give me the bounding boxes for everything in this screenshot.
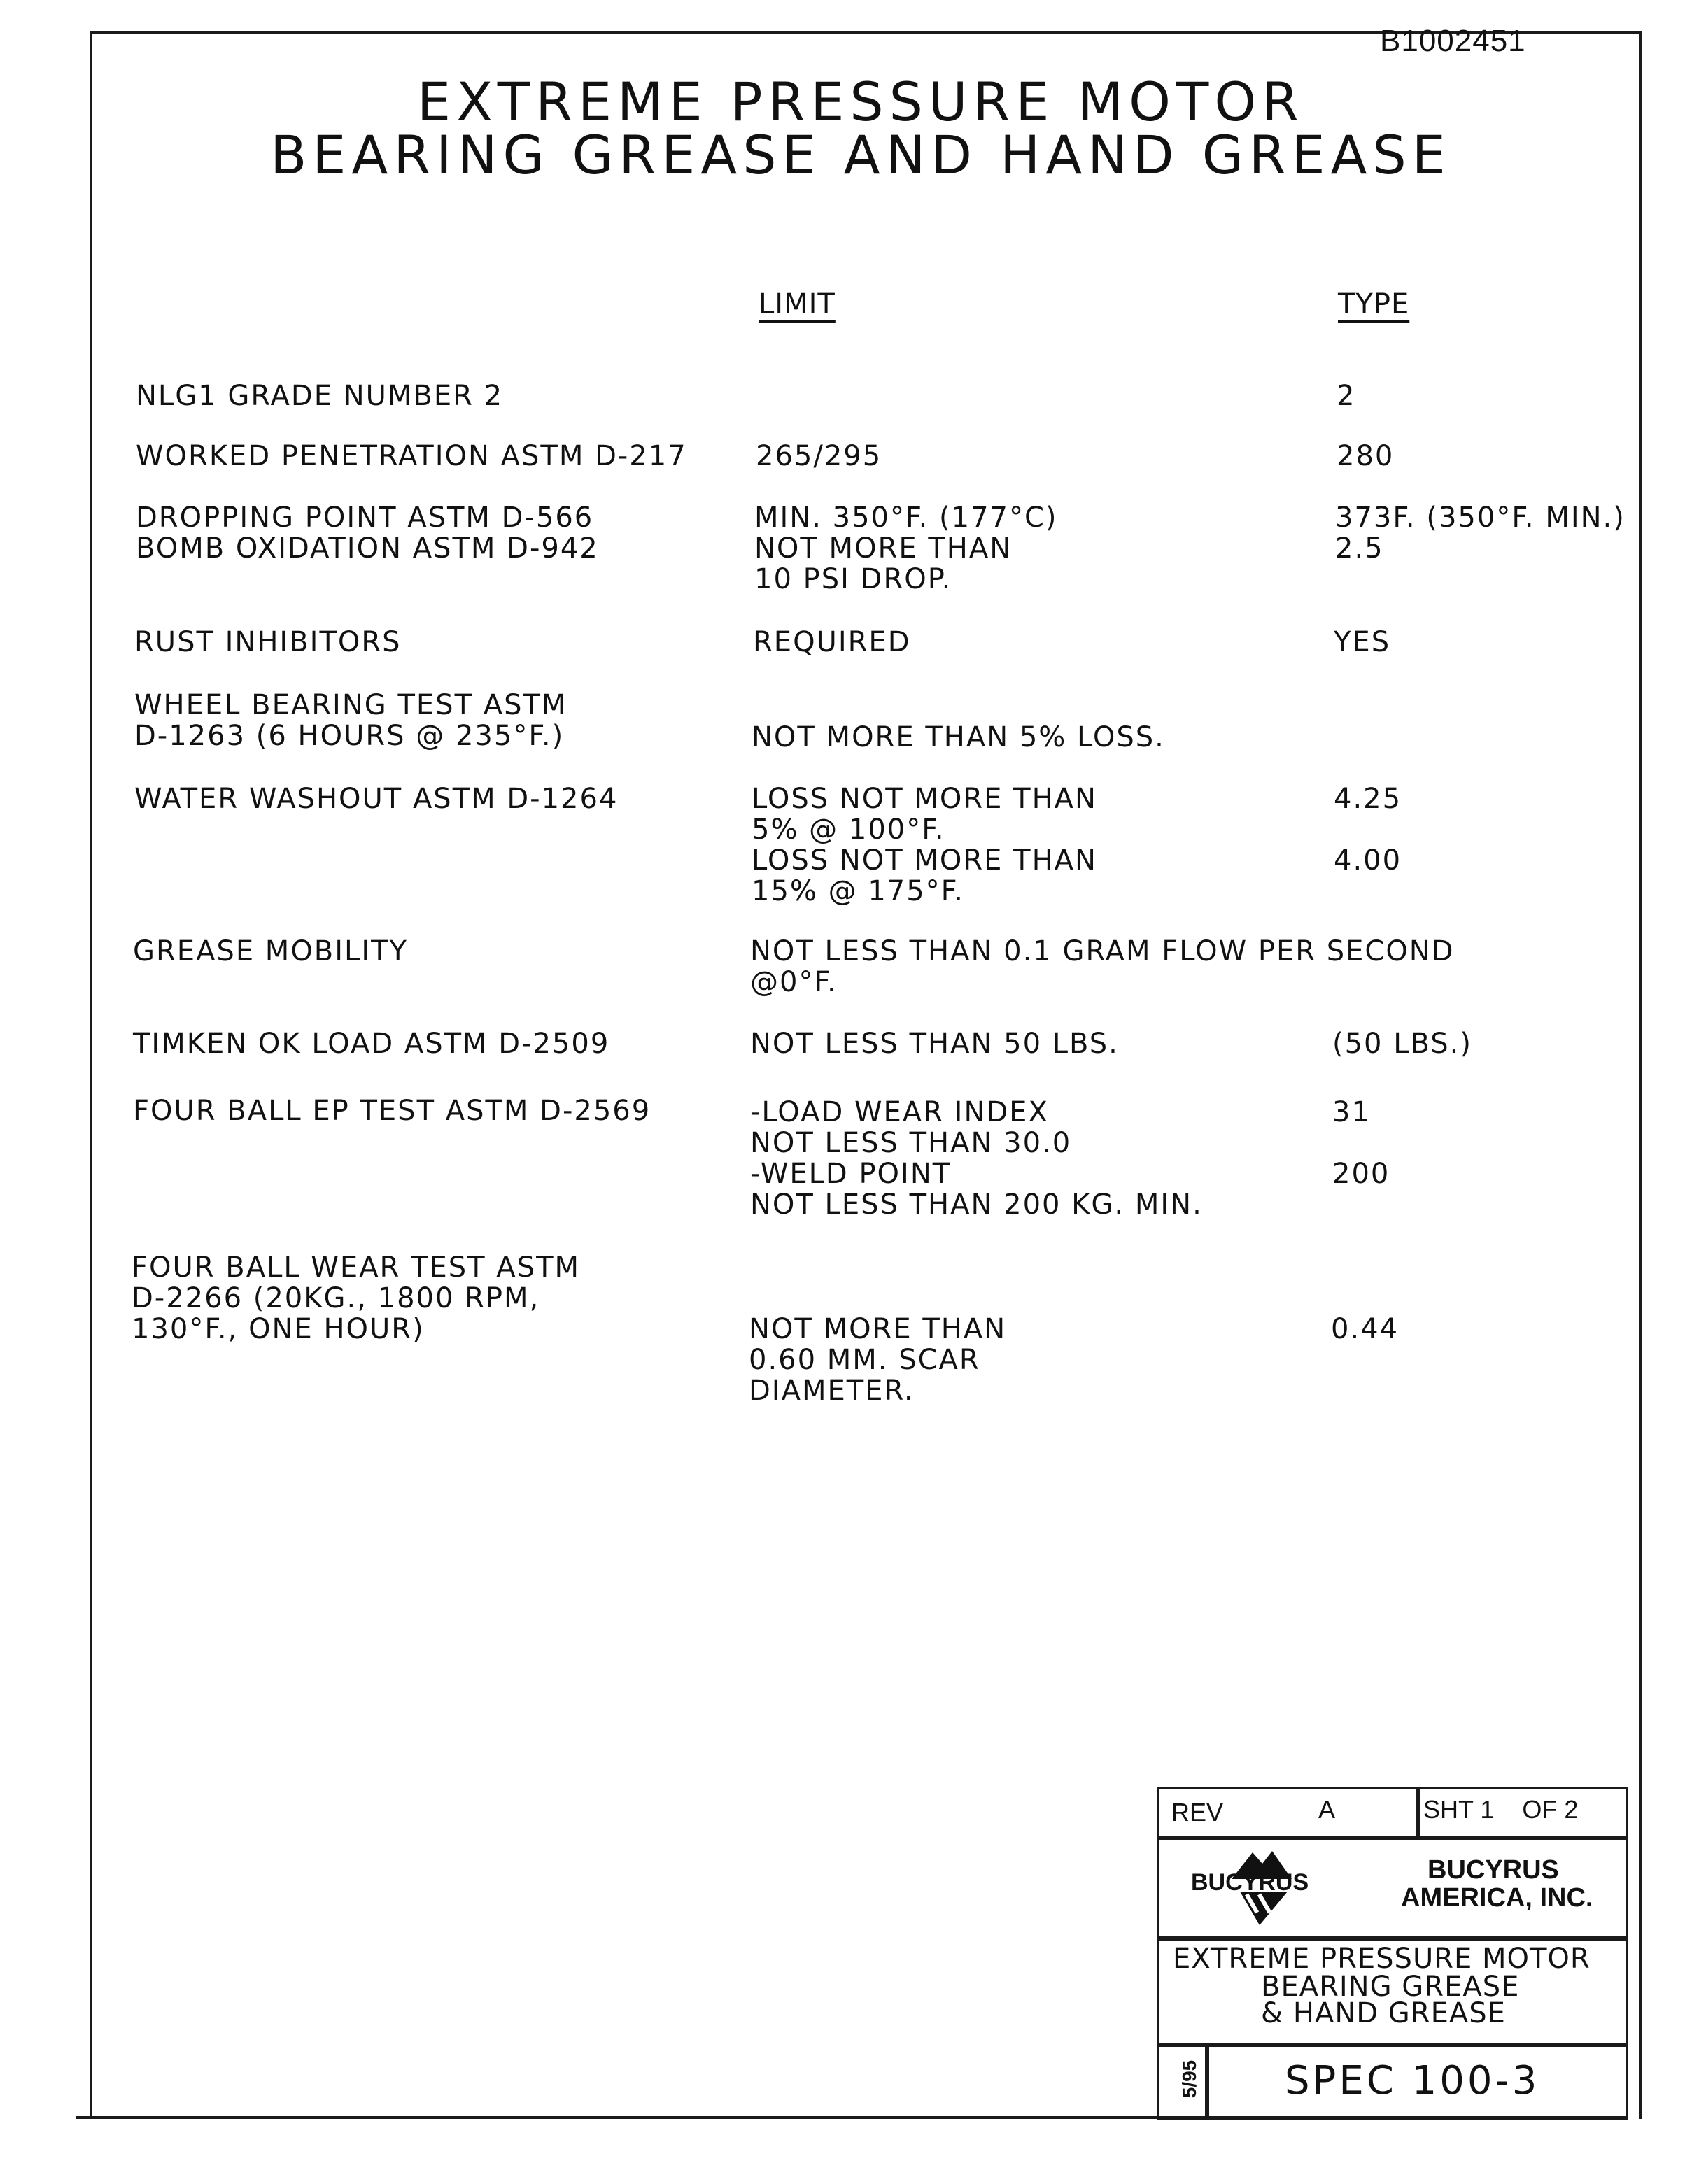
description-line-1: EXTREME PRESSURE MOTOR: [1173, 1943, 1591, 1975]
row-type: 2: [1337, 380, 1356, 412]
row-limit: NOT LESS THAN 0.1 GRAM FLOW PER SECOND @0°F.: [750, 935, 1455, 998]
row-property: WHEEL BEARING TEST ASTM D-1263 (6 HOURS @ 235°F.): [134, 689, 567, 752]
row-type: 0.44: [1331, 1313, 1400, 1345]
type-column-header: TYPE: [1338, 288, 1410, 320]
row-property: WORKED PENETRATION ASTM D-217: [136, 440, 687, 472]
row-type: YES: [1334, 626, 1391, 658]
company-name: BUCYRUS: [1427, 1855, 1559, 1885]
row-limit: NOT LESS THAN 50 LBS.: [750, 1028, 1119, 1060]
row-limit: NOT MORE THAN 0.60 MM. SCAR DIAMETER.: [749, 1313, 1007, 1407]
row-property: WATER WASHOUT ASTM D-1264: [134, 783, 619, 815]
rev-label: REV: [1171, 1798, 1224, 1827]
row-limit: -WELD POINT NOT LESS THAN 200 KG. MIN.: [750, 1158, 1203, 1221]
row-limit: NOT MORE THAN 5% LOSS.: [752, 721, 1165, 753]
row-property: GREASE MOBILITY: [133, 935, 408, 967]
row-type: (50 LBS.): [1332, 1028, 1472, 1060]
row-limit: -LOAD WEAR INDEX NOT LESS THAN 30.0: [750, 1096, 1072, 1159]
row-property: RUST INHIBITORS: [134, 626, 402, 658]
row-property: NLG1 GRADE NUMBER 2: [136, 380, 504, 412]
row-type: 4.00: [1334, 844, 1402, 877]
revision-date: 5/95: [1178, 2059, 1200, 2099]
limit-column-header: LIMIT: [759, 288, 836, 320]
row-property: FOUR BALL WEAR TEST ASTM D-2266 (20KG., 1800 RPM, 130°F., ONE HOUR): [132, 1251, 581, 1345]
description-line-3: & HAND GREASE: [1261, 1997, 1506, 2029]
row-property: TIMKEN OK LOAD ASTM D-2509: [133, 1028, 610, 1060]
row-limit: 265/295: [756, 440, 882, 472]
document-id: B1002451: [1380, 24, 1526, 58]
title-line-2: BEARING GREASE AND HAND GREASE: [270, 124, 1451, 186]
row-type: 4.25: [1334, 783, 1402, 815]
frame-border-left: [90, 31, 92, 2119]
row-type: 280: [1337, 440, 1395, 472]
row-property: FOUR BALL EP TEST ASTM D-2569: [133, 1095, 651, 1127]
sheet-number: SHT 1 OF 2: [1423, 1795, 1579, 1824]
frame-border-right: [1639, 31, 1642, 2119]
rev-value: A: [1318, 1795, 1336, 1824]
row-limit: MIN. 350°F. (177°C) NOT MORE THAN 10 PSI DROP.: [754, 502, 1058, 595]
spec-number: SPEC 100-3: [1285, 2058, 1540, 2104]
description-line-2: BEARING GREASE: [1261, 1971, 1520, 2003]
bucyrus-logo-icon: [1190, 1844, 1337, 1928]
row-type: 373F. (350°F. MIN.) 2.5: [1335, 502, 1626, 565]
row-limit: LOSS NOT MORE THAN 5% @ 100°F.: [752, 783, 1097, 846]
row-type: 200: [1332, 1158, 1390, 1190]
row-limit: LOSS NOT MORE THAN 15% @ 175°F.: [752, 844, 1097, 907]
row-limit: REQUIRED: [753, 626, 911, 658]
title-line-1: EXTREME PRESSURE MOTOR: [417, 71, 1304, 133]
row-property: DROPPING POINT ASTM D-566 BOMB OXIDATION ASTM D-942: [136, 502, 599, 565]
logo-wordmark: BUCYRUS: [1191, 1869, 1309, 1896]
row-type: 31: [1332, 1096, 1371, 1128]
company-name-line2: AMERICA, INC.: [1401, 1883, 1593, 1913]
